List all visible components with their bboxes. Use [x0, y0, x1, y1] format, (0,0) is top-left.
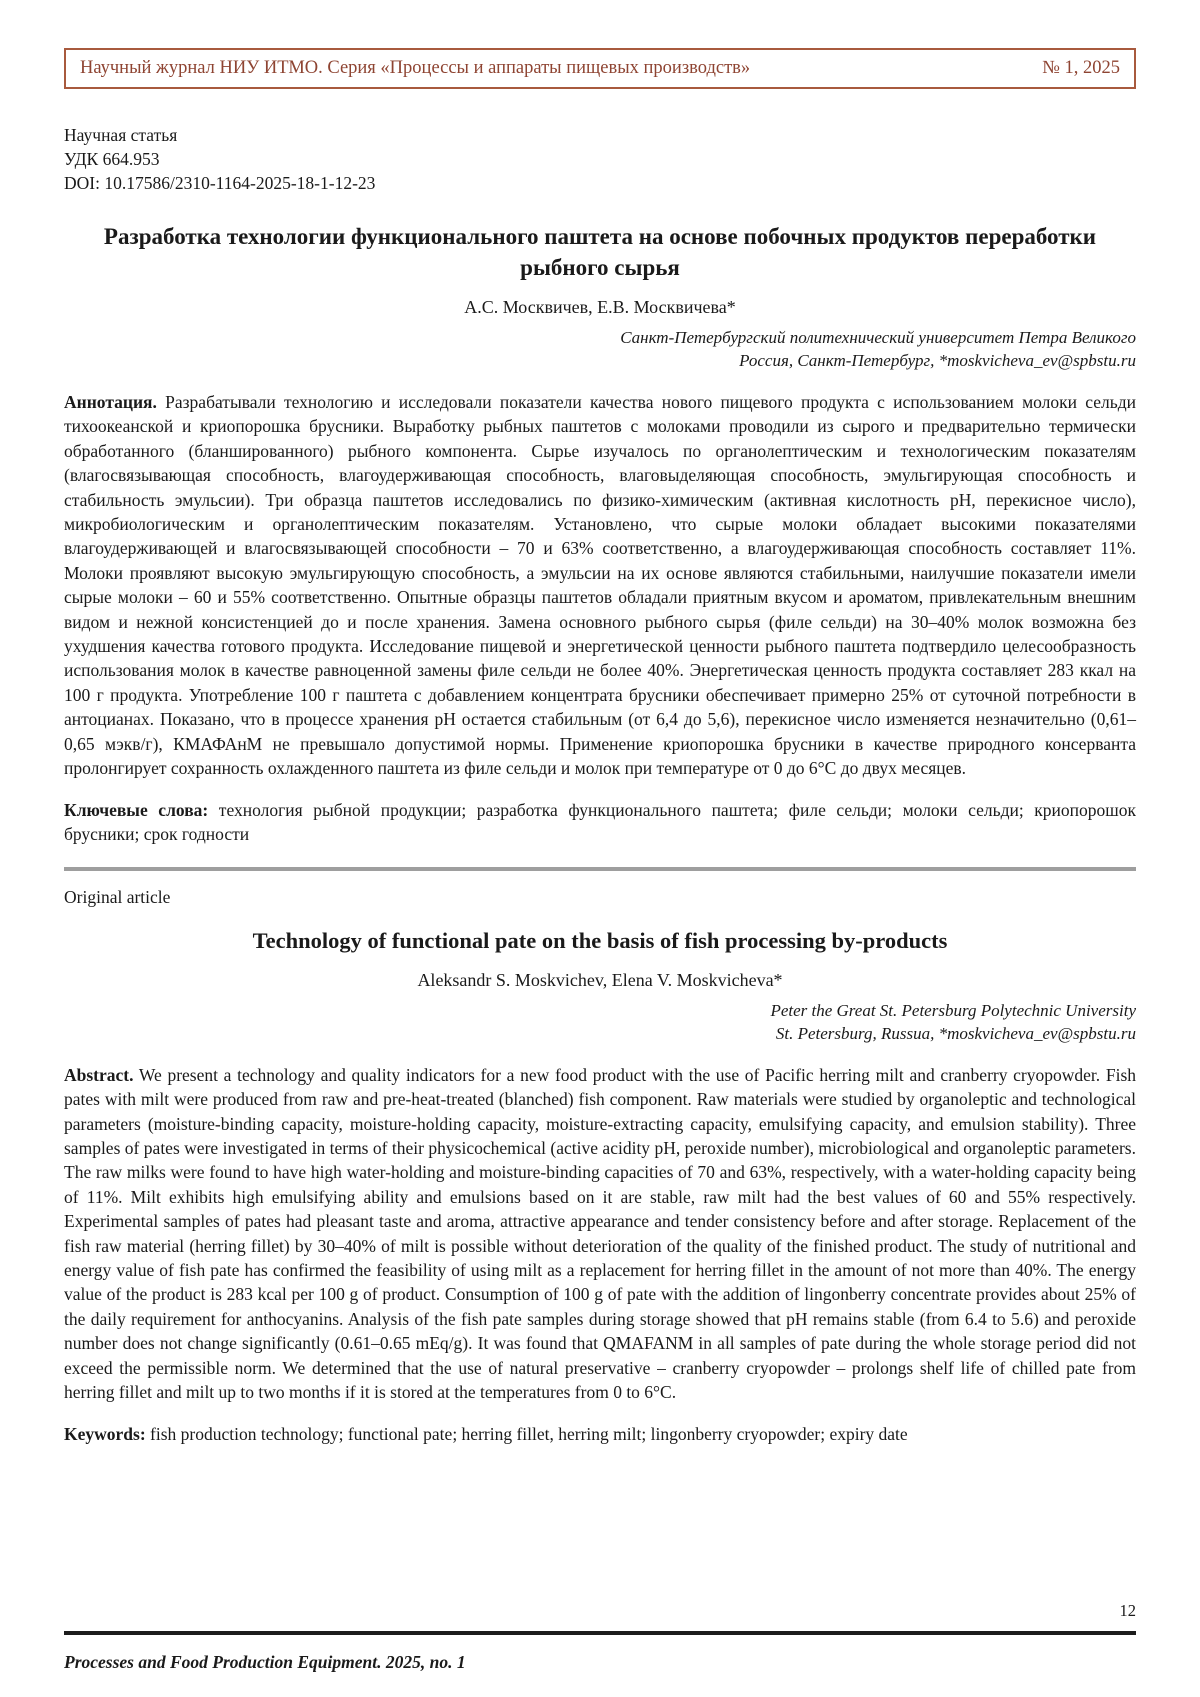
section-divider	[64, 867, 1136, 871]
keywords-ru-label: Ключевые слова:	[64, 800, 209, 820]
abstract-ru-text: Разрабатывали технологию и исследовали показатели качества нового пищевого продукта с использованием молоки сельди тихоокеанской и криопорошка брусники. Выработку рыбных паштетов с молоками проводили из сырого и предварительно термически обработанного (бланшированного) рыбного компонента. Сырье изучалось по органолептическим и технологическим показателям (влагосвязывающая способность, влагоудерживающая способность, влаговыделяющая способность, эмульгирующая способность и стабильность эмульсии). Три образца паштетов исследовались по физико-химическим (активная кислотность pH, перекисное число), микробиологическим и органолептическим показателям. Установлено, что сырые молоки обладает высокими показателями влагоудерживающей и влагосвязывающей способности – 70 и 63% соответственно, а влагоудерживающая способность составляет 11%. Молоки проявляют высокую эмульгирующую способность, а эмульсии на их основе являются стабильными, наилучшие показатели имели сырые молоки – 60 и 55% соответственно. Опытные образцы паштетов обладали приятным вкусом и ароматом, привлекательным внешним видом и нежной консистенцией до и после хранения. Замена основного рыбного сырья (филе сельди) на 30–40% молок возможна без ухудшения качества готового продукта. Исследование пищевой и энергетической ценности рыбного паштета подтвердило целесообразность использования молок в качестве равноценной замены филе сельди не более 40%. Энергетическая ценность продукта составляет 283 ккал на 100 г продукта. Употребление 100 г паштета с добавлением концентрата брусники обеспечивает примерно 25% от суточной потребности в антоцианах. Показано, что в процессе хранения pH остается стабильным (от 6,4 до 5,6), перекисное число изменяется незначительно (0,61–0,65 мэкв/г), КМАФАнМ не превышало допустимой нормы. Применение криопорошка брусники в качестве природного консерванта пролонгирует сохранность охлажденного паштета из филе сельди и молок при температуре от 0 до 6°С до двух месяцев.	[64, 392, 1136, 779]
abstract-en	[64, 1063, 1136, 1405]
authors-en: Aleksandr S. Moskvichev, Elena V. Moskvicheva*	[417, 969, 783, 990]
article-type-en: Original article	[64, 886, 171, 907]
article-title-en: Technology of functional pate on the basis of fish processing by-products	[252, 927, 948, 953]
keywords-ru-text: технология рыбной продукции; разработка функционального паштета; филе сельди; молоки сельди; криопорошок брусники; срок годности	[64, 800, 1136, 845]
abstract-en-label: Abstract.	[64, 1064, 134, 1085]
affiliation-ru	[64, 326, 1136, 372]
keywords-ru	[64, 798, 1136, 847]
journal-title: Научный журнал НИУ ИТМО. Серия «Процессы и аппараты пищевых производств»	[80, 58, 751, 78]
article-meta	[64, 123, 1136, 195]
footer-journal-line: Processes and Food Production Equipment. 2025, no. 1	[64, 1652, 466, 1672]
affiliation-en-line1: Peter the Great St. Petersburg Polytechnic University	[770, 1000, 1136, 1020]
abstract-en-text: We present a technology and quality indicators for a new food product with the use of Pacific herring milt and cranberry cryopowder. Fish pates with milt were produced from raw and pre-heat-treated (blanched) fish component. Raw materials were studied by organoleptic and technological parameters (moisture-binding capacity, moisture-holding capacity, moisture-extracting capacity, emulsifying capacity, and emulsion stability). Three samples of pates were investigated in terms of their physicochemical (active acidity pH, peroxide number), microbiological and organoleptic parameters. The raw milks were found to have high water-holding and moisture-binding capacities of 70 and 63%, respectively, with a water-holding capacity being of 11%. Milt exhibits high emulsifying ability and emulsions based on it are stable, raw milt had the best values of 60 and 55% respectively. Experimental samples of pates had pleasant taste and aroma, attractive appearance and tender consistency before and after storage. Replacement of the fish raw material (herring fillet) by 30–40% of milt is possible without deterioration of the quality of the finished product. The study of nutritional and energy value of fish pate has confirmed the feasibility of using milt as a replacement for herring fillet in the amount of not more than 40%. The energy value of the product is 283 kcal per 100 g of product. Consumption of 100 g of pate with the addition of lingonberry concentrate provides about 25% of the daily requirement for anthocyanins. Analysis of the fish pate samples during storage showed that pH remains stable (from 6.4 to 5.6) and peroxide number does not change significantly (0.61–0.65 mEq/g). It was found that QMAFANM in all samples of pate during the whole storage period did not exceed the permissible norm. We determined that the use of natural preservative – cranberry cryopowder – prolongs shelf life of chilled pate from herring fillet and milt up to two months if it is stored at the temperatures from 0 to 6°C.	[64, 1064, 1136, 1403]
footer-rule	[64, 1631, 1136, 1635]
article-type-ru: Научная статья	[64, 125, 178, 145]
journal-issue: № 1, 2025	[1042, 58, 1120, 78]
udk-number: УДК 664.953	[64, 149, 160, 169]
page-number: 12	[1119, 1601, 1136, 1620]
keywords-en-text: fish production technology; functional pate; herring fillet, herring milt; lingonberry cryopowder; expiry date	[145, 1424, 908, 1444]
keywords-en	[64, 1422, 1136, 1446]
doi: DOI: 10.17586/2310-1164-2025-18-1-12-23	[64, 173, 376, 193]
abstract-ru-label: Аннотация.	[64, 392, 157, 412]
abstract-ru	[64, 390, 1136, 781]
keywords-en-label: Keywords:	[64, 1424, 146, 1444]
affiliation-ru-line1: Санкт-Петербургский политехнический университет Петра Великого	[620, 328, 1136, 347]
affiliation-en	[64, 999, 1136, 1045]
affiliation-en-line2: St. Petersburg, Russua, *moskvicheva_ev@spbstu.ru	[775, 1023, 1136, 1043]
journal-header-bar	[64, 48, 1136, 89]
affiliation-ru-line2: Россия, Санкт-Петербург, *moskvicheva_ev@spbstu.ru	[739, 351, 1136, 370]
article-title-ru: Разработка технологии функционального паштета на основе побочных продуктов переработки рыбного сырья	[103, 224, 1097, 280]
authors-ru: А.С. Москвичев, Е.В. Москвичева*	[464, 297, 736, 317]
